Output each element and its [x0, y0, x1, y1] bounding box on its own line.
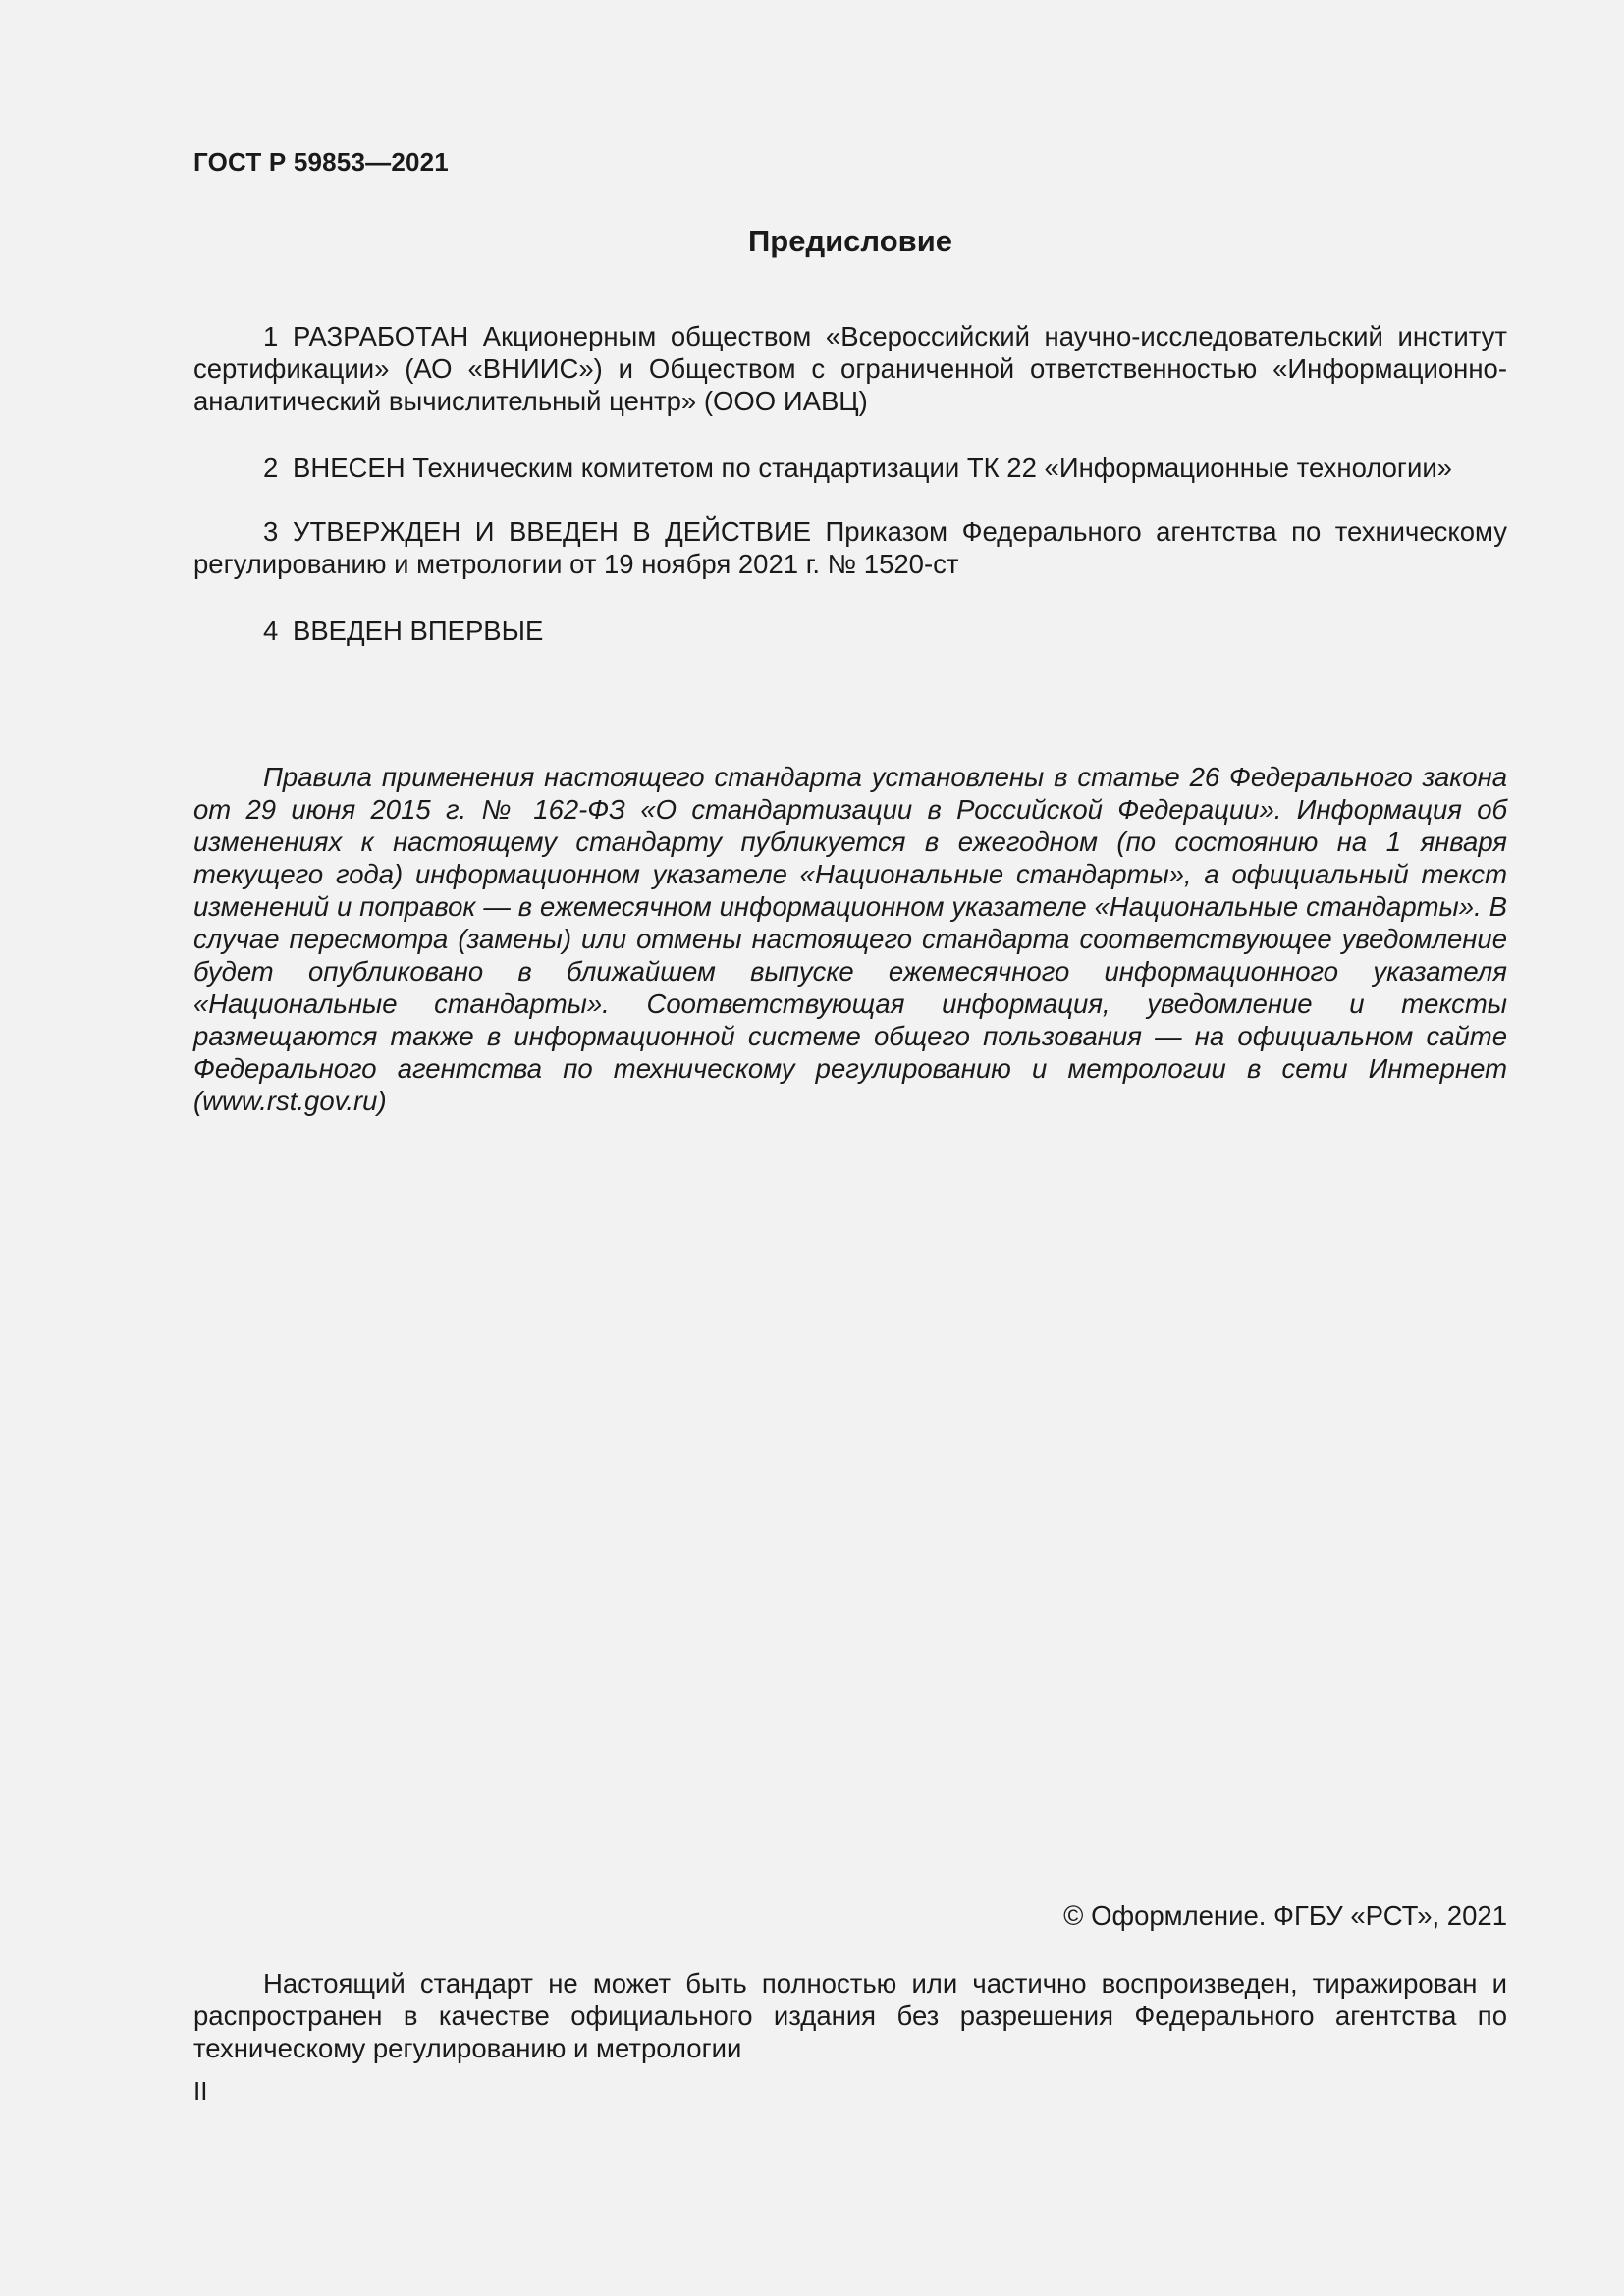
document-id: ГОСТ Р 59853—2021 — [193, 147, 449, 177]
foreword-item-4 — [193, 614, 1507, 647]
foreword-item-3 — [193, 515, 1507, 580]
item-text: УТВЕРЖДЕН И ВВЕДЕН В ДЕЙСТВИЕ Приказом Федерального агентства по техническому регулированию и метрологии от 19 ноября 2021 г. № 1520-ст — [193, 516, 1507, 579]
rules-paragraph — [193, 761, 1507, 1117]
item-text: ВНЕСЕН Техническим комитетом по стандартизации ТК 22 «Информационные технологии» — [293, 453, 1452, 483]
item-number: 4 — [263, 615, 279, 646]
item-number: 2 — [263, 453, 279, 483]
rules-text: Правила применения настоящего стандарта установлены в статье 26 Федерального закона от 29 июня 2015 г. № 162-ФЗ «О стандартизации в Российской Федерации». Информация об изменениях к настоящему стандарту публикуется в ежегодном (по состоянию на 1 января текущего года) информационном указателе «Национальные стандарты», а официальный текст изменений и поправок — в ежемесячном информационном указателе «Национальные стандарты». В случае пересмотра (замены) или отмены настоящего стандарта соответствующее уведомление будет опубликовано в ближайшем выпуске ежемесячного информационного указателя «Национальные стандарты». Соответствующая информация, уведомление и тексты размещаются также в информационной системе общего пользования — на официальном сайте Федерального агентства по техническому регулированию и метрологии в сети Интернет (www.rst.gov.ru) — [193, 762, 1507, 1116]
item-text: РАЗРАБОТАН Акционерным обществом «Всероссийский научно-исследовательский институт сертификации» (АО «ВНИИС») и Обществом с ограниченной ответственностью «Информационно-аналитический вычислительный центр» (ООО ИАВЦ) — [193, 321, 1507, 416]
foreword-item-1 — [193, 320, 1507, 417]
foreword-item-2 — [193, 452, 1507, 484]
item-number: 3 — [263, 516, 279, 547]
page-title: Предисловие — [747, 224, 952, 258]
page-number: II — [193, 2076, 208, 2106]
notice-text: Настоящий стандарт не может быть полностью или частично воспроизведен, тиражирован и распространен в качестве официального издания без разрешения Федерального агентства по техническому регулированию и метрологии — [193, 1968, 1507, 2063]
item-number: 1 — [263, 321, 279, 351]
reproduction-notice — [193, 1967, 1507, 2064]
copyright-line: © Оформление. ФГБУ «РСТ», 2021 — [1063, 1900, 1507, 1931]
item-text: ВВЕДЕН ВПЕРВЫЕ — [293, 615, 544, 646]
